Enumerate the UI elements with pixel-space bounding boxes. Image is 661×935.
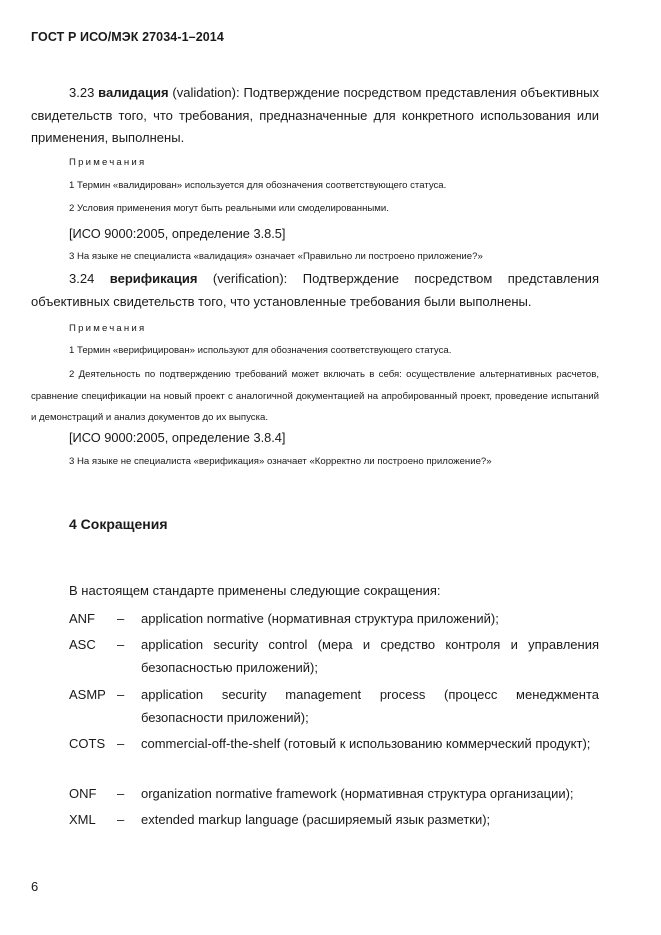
abbreviation-meaning: commercial-off-the-shelf (готовый к использованию коммерческий продукт); — [141, 736, 591, 751]
note-3: 3 На языке не специалиста «валидация» означает «Правильно ли построено приложение?» — [69, 251, 483, 262]
abbreviation-item — [69, 634, 599, 679]
section-intro: В настоящем стандарте применены следующие сокращения: — [69, 583, 441, 598]
note-3: 3 На языке не специалиста «верификация» означает «Корректно ли построено приложение?» — [69, 456, 492, 467]
document-header: ГОСТ Р ИСО/МЭК 27034-1–2014 — [31, 30, 224, 44]
note-2-text: 2 Деятельность по подтверждению требований может включать в себя: осуществление альтернативных расчетов, сравнение спецификации на новый проект с аналогичной документацией на апробированный проект, проведение испытаний и демонстраций и анализ документов до их выпуска. — [31, 369, 599, 423]
term-name: валидация — [98, 85, 169, 100]
dash: – — [117, 687, 125, 702]
dash: – — [117, 736, 125, 751]
notes-title: Примечания — [69, 323, 147, 334]
abbreviation: ASMP — [69, 687, 106, 702]
term-3-23-definition — [31, 82, 599, 150]
note-2: 2 Условия применения могут быть реальными или смоделированными. — [69, 203, 389, 214]
abbreviation: ASC — [69, 637, 96, 652]
abbreviation-meaning: organization normative framework (нормативная структура организации); — [141, 786, 574, 801]
abbreviation: XML — [69, 812, 96, 827]
dash: – — [117, 786, 125, 801]
abbreviation-meaning: extended markup language (расширяемый язык разметки); — [141, 812, 491, 827]
term-number: 3.24 — [69, 271, 95, 286]
abbreviation-item — [69, 809, 599, 832]
abbreviation-item — [69, 684, 599, 729]
abbreviation-meaning: application security management process (процесс менеджмента безопасности приложений); — [141, 687, 599, 725]
term-3-24-definition — [31, 268, 599, 313]
abbreviation-item — [69, 608, 599, 631]
term-number: 3.23 — [69, 85, 95, 100]
dash: – — [117, 637, 125, 652]
reference: [ИСО 9000:2005, определение 3.8.5] — [69, 226, 286, 241]
note-1: 1 Термин «валидирован» используется для обозначения соответствующего статуса. — [69, 180, 447, 191]
dash: – — [117, 611, 125, 626]
term-name: верификация — [109, 271, 198, 286]
term-text: (validation): Подтверждение посредством представления объективных свидетельств того, что требования, предназначенные для конкретного использования или применения, выполнены. — [31, 85, 599, 146]
page-number: 6 — [31, 879, 39, 894]
abbreviation: ANF — [69, 611, 95, 626]
notes-title: Примечания — [69, 157, 147, 168]
abbreviation-item — [69, 783, 599, 806]
abbreviation-item — [69, 733, 599, 756]
abbreviation-meaning: application normative (нормативная структура приложений); — [141, 611, 499, 626]
section-title: 4 Сокращения — [69, 516, 168, 532]
note-1: 1 Термин «верифицирован» используют для обозначения соответствующего статуса. — [69, 345, 452, 356]
abbreviation-meaning: application security control (мера и средство контроля и управления безопасностью приложений); — [141, 637, 599, 675]
abbreviation: COTS — [69, 736, 106, 751]
note-2 — [31, 364, 599, 429]
term-text: (verification): Подтверждение посредством представления объективных свидетельств того, что установленные требования были выполнены. — [31, 271, 599, 309]
reference: [ИСО 9000:2005, определение 3.8.4] — [69, 430, 286, 445]
dash: – — [117, 812, 125, 827]
abbreviation: ONF — [69, 786, 97, 801]
